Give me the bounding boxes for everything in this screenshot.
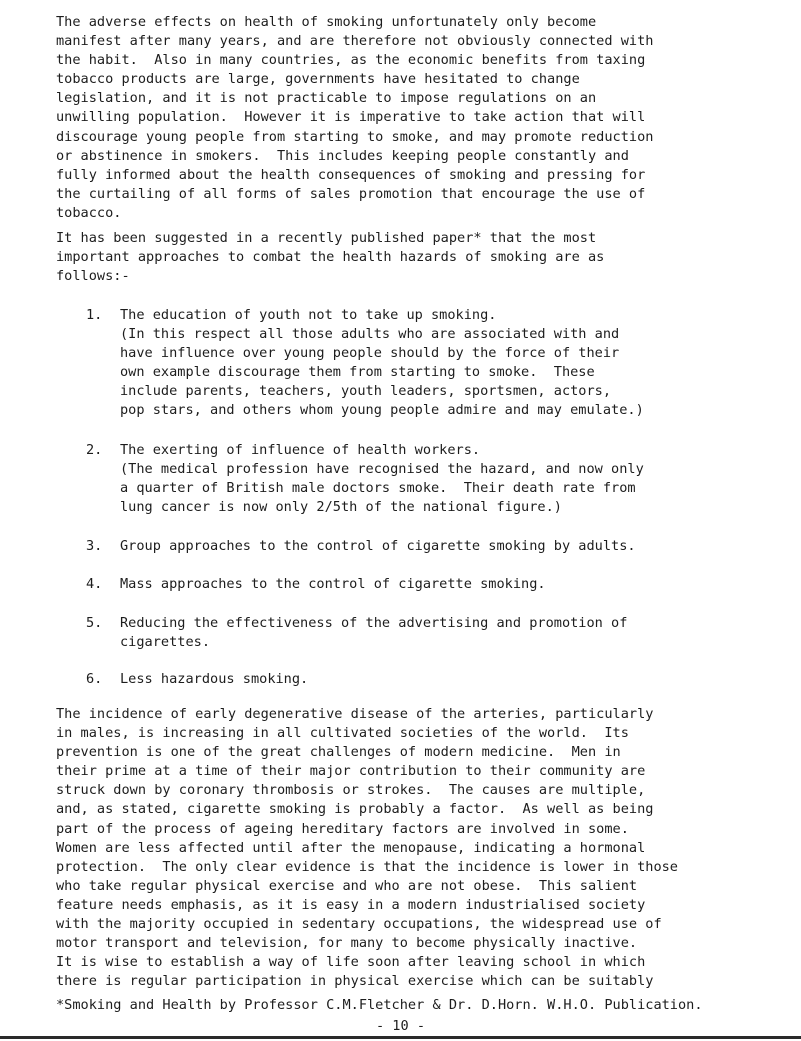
list-item-number: 6. [86, 671, 103, 687]
list-item-text: The exerting of influence of health workers. (The medical profession have recognised the hazard, and now only a quarter of British male doctors smoke. Their death rate from lung cancer is now only 2/5th of the national figure.) [120, 442, 644, 516]
intro-paragraph: The adverse effects on health of smoking unfortunately only become manifest after many years, and are therefore not obviously connected with the habit. Also in many countries, as the economic benefits from taxing tobacco products are large, governments have hesitated to change legislation, and it is not practicable to impose regulations on an unwilling population. However it is imperative to take action that will discourage young people from starting to smoke, and may promote reduction or abstinence in smokers. This includes keeping people constantly and fully informed about the health consequences of smoking and pressing for the curtailing of all forms of sales promotion that encourage the use of tobacco. [56, 14, 654, 221]
list-item-number: 2. [86, 442, 103, 458]
list-item-number: 1. [86, 307, 103, 323]
list-item-number: 4. [86, 576, 103, 592]
list-item-text: Group approaches to the control of cigarette smoking by adults. [120, 538, 636, 554]
lead-in-paragraph: It has been suggested in a recently published paper* that the most important approaches to combat the health hazards of smoking are as follows:- [56, 230, 605, 285]
list-item-text: Reducing the effectiveness of the advertising and promotion of cigarettes. [120, 615, 628, 651]
list-item-text: Mass approaches to the control of cigarette smoking. [120, 576, 546, 592]
list-item-text: Less hazardous smoking. [120, 671, 309, 687]
footnote: *Smoking and Health by Professor C.M.Fletcher & Dr. D.Horn. W.H.O. Publication. [56, 997, 703, 1013]
list-item-number: 3. [86, 538, 103, 554]
list-item-number: 5. [86, 615, 103, 631]
list-item-text: The education of youth not to take up smoking. (In this respect all those adults who are associated with and have influence over young people should by the force of their own example discourage them from starting to smoke. These include parents, teachers, youth leaders, sportsmen, actors, pop stars, and others whom young people admire and may emulate.) [120, 307, 644, 419]
page-number: - 10 - [375, 1018, 426, 1034]
arteries-paragraph: The incidence of early degenerative disease of the arteries, particularly in males, is increasing in all cultivated societies of the world. Its prevention is one of the great challenges of modern medicine. Men in their prime at a time of their major contribution to their community are struck down by coronary thrombosis or strokes. The causes are multiple, and, as stated, cigarette smoking is probably a factor. As well as being part of the process of ageing hereditary factors are involved in some. Women are less affected until after the menopause, indicating a hormonal protection. The only clear evidence is that the incidence is lower in those who take regular physical exercise and who are not obese. This salient feature needs emphasis, as it is easy in a modern industrialised society with the majority occupied in sedentary occupations, the widespread use of motor transport and television, for many to become physically inactive. It is wise to establish a way of life soon after leaving school in which there is regular participation in physical exercise which can be suitably [56, 706, 678, 990]
bottom-rule [0, 1036, 801, 1039]
